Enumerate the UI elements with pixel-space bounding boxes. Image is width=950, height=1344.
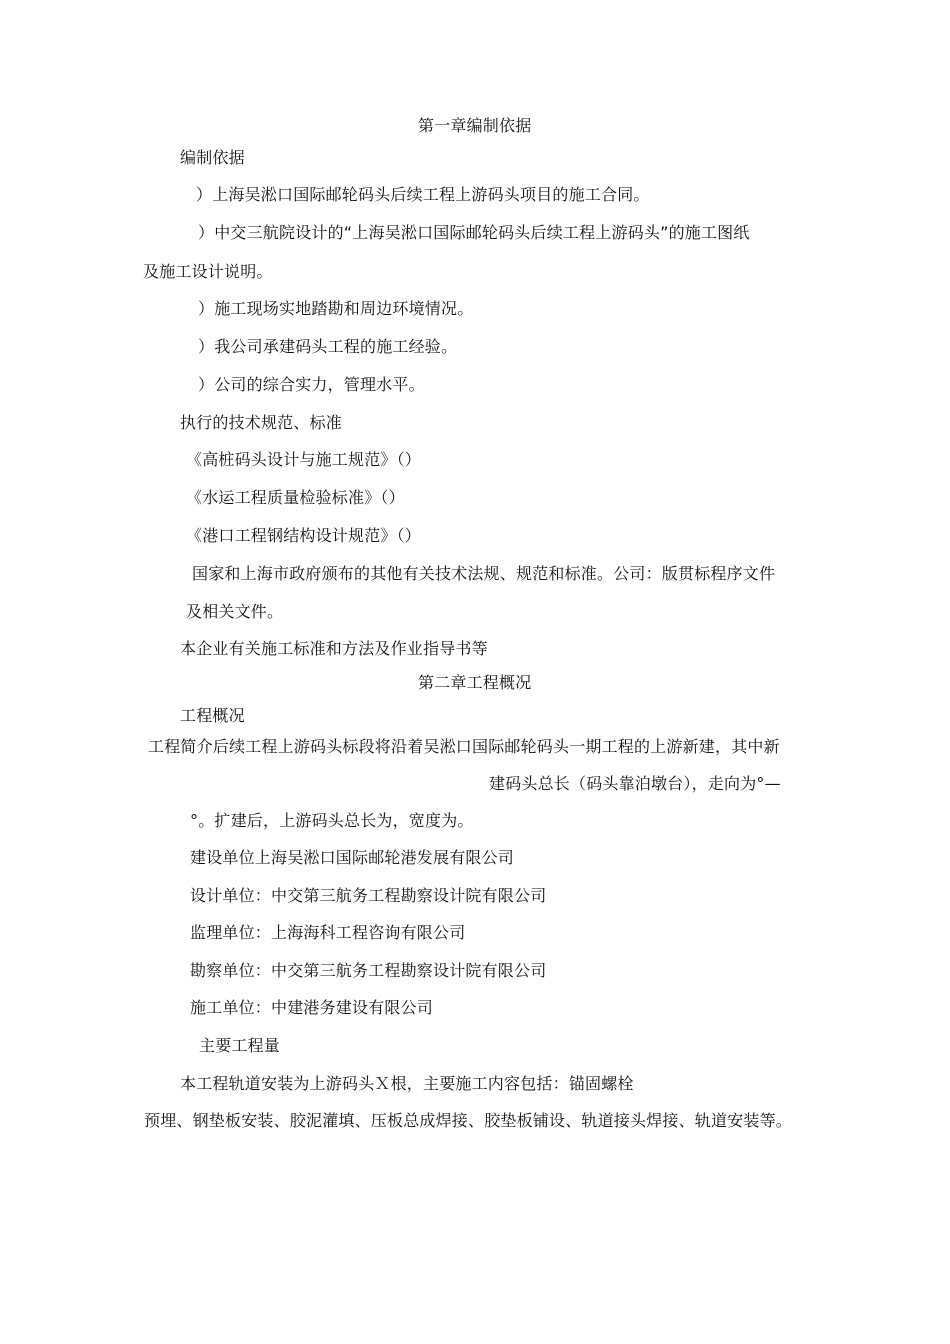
construction-owner: 建设单位上海吴淞口国际邮轮港发展有限公司 (190, 848, 515, 867)
chapter-1-title: 第一章编制依据 (418, 116, 532, 135)
project-intro: 工程简介后续工程上游码头标段将沿着吴淞口国际邮轮码头一期工程的上游新建，其中新 (148, 737, 780, 756)
supervision-unit: 监理单位：上海海科工程咨询有限公司 (190, 923, 466, 942)
basis-item-2-continued: 及施工设计说明。 (143, 262, 273, 281)
overview-heading: 工程概况 (180, 706, 245, 725)
survey-unit: 勘察单位：中交第三航务工程勘察设计院有限公司 (190, 961, 547, 980)
quantities-text-continued: 预埋、钢垫板安装、胶泥灌填、压板总成焊接、胶垫板铺设、轨道接头焊接、轨道安装等。 (144, 1111, 793, 1130)
contractor-unit: 施工单位：中建港务建设有限公司 (190, 998, 434, 1017)
standard-1: 《高桩码头设计与施工规范》（） (186, 450, 422, 469)
basis-heading: 编制依据 (180, 148, 245, 167)
standards-heading: 执行的技术规范、标准 (180, 413, 343, 432)
basis-item-3: ）施工现场实地踏勘和周边环境情况。 (198, 299, 474, 318)
basis-item-2: ）中交三航院设计的“上海吴淞口国际邮轮码头后续工程上游码头”的施工图纸 (198, 223, 750, 242)
standard-3: 《港口工程钢结构设计规范》（） (186, 526, 422, 545)
project-intro-continued: 建码头总长（码头靠泊墩台），走向为°— (489, 774, 781, 793)
basis-item-5: ）公司的综合实力，管理水平。 (198, 375, 425, 394)
quantities-heading: 主要工程量 (199, 1036, 281, 1055)
other-regulations: 国家和上海市政府颁布的其他有关技术法规、规范和标准。公司：版贯标程序文件 (192, 564, 776, 583)
project-intro-end: °。扩建后，上游码头总长为，宽度为。 (190, 811, 474, 830)
enterprise-standards: 本企业有关施工标准和方法及作业指导书等 (180, 639, 488, 658)
standard-2: 《水运工程质量检验标准》（） (186, 488, 405, 507)
basis-item-1: ）上海吴淞口国际邮轮码头后续工程上游码头项目的施工合同。 (196, 185, 650, 204)
other-regulations-continued: 及相关文件。 (186, 602, 284, 621)
design-unit: 设计单位：中交第三航务工程勘察设计院有限公司 (190, 886, 547, 905)
chapter-2-title: 第二章工程概况 (418, 673, 532, 692)
quantities-text: 本工程轨道安装为上游码头Ｘ根，主要施工内容包括：锚固螺栓 (180, 1074, 634, 1093)
basis-item-4: ）我公司承建码头工程的施工经验。 (198, 337, 458, 356)
